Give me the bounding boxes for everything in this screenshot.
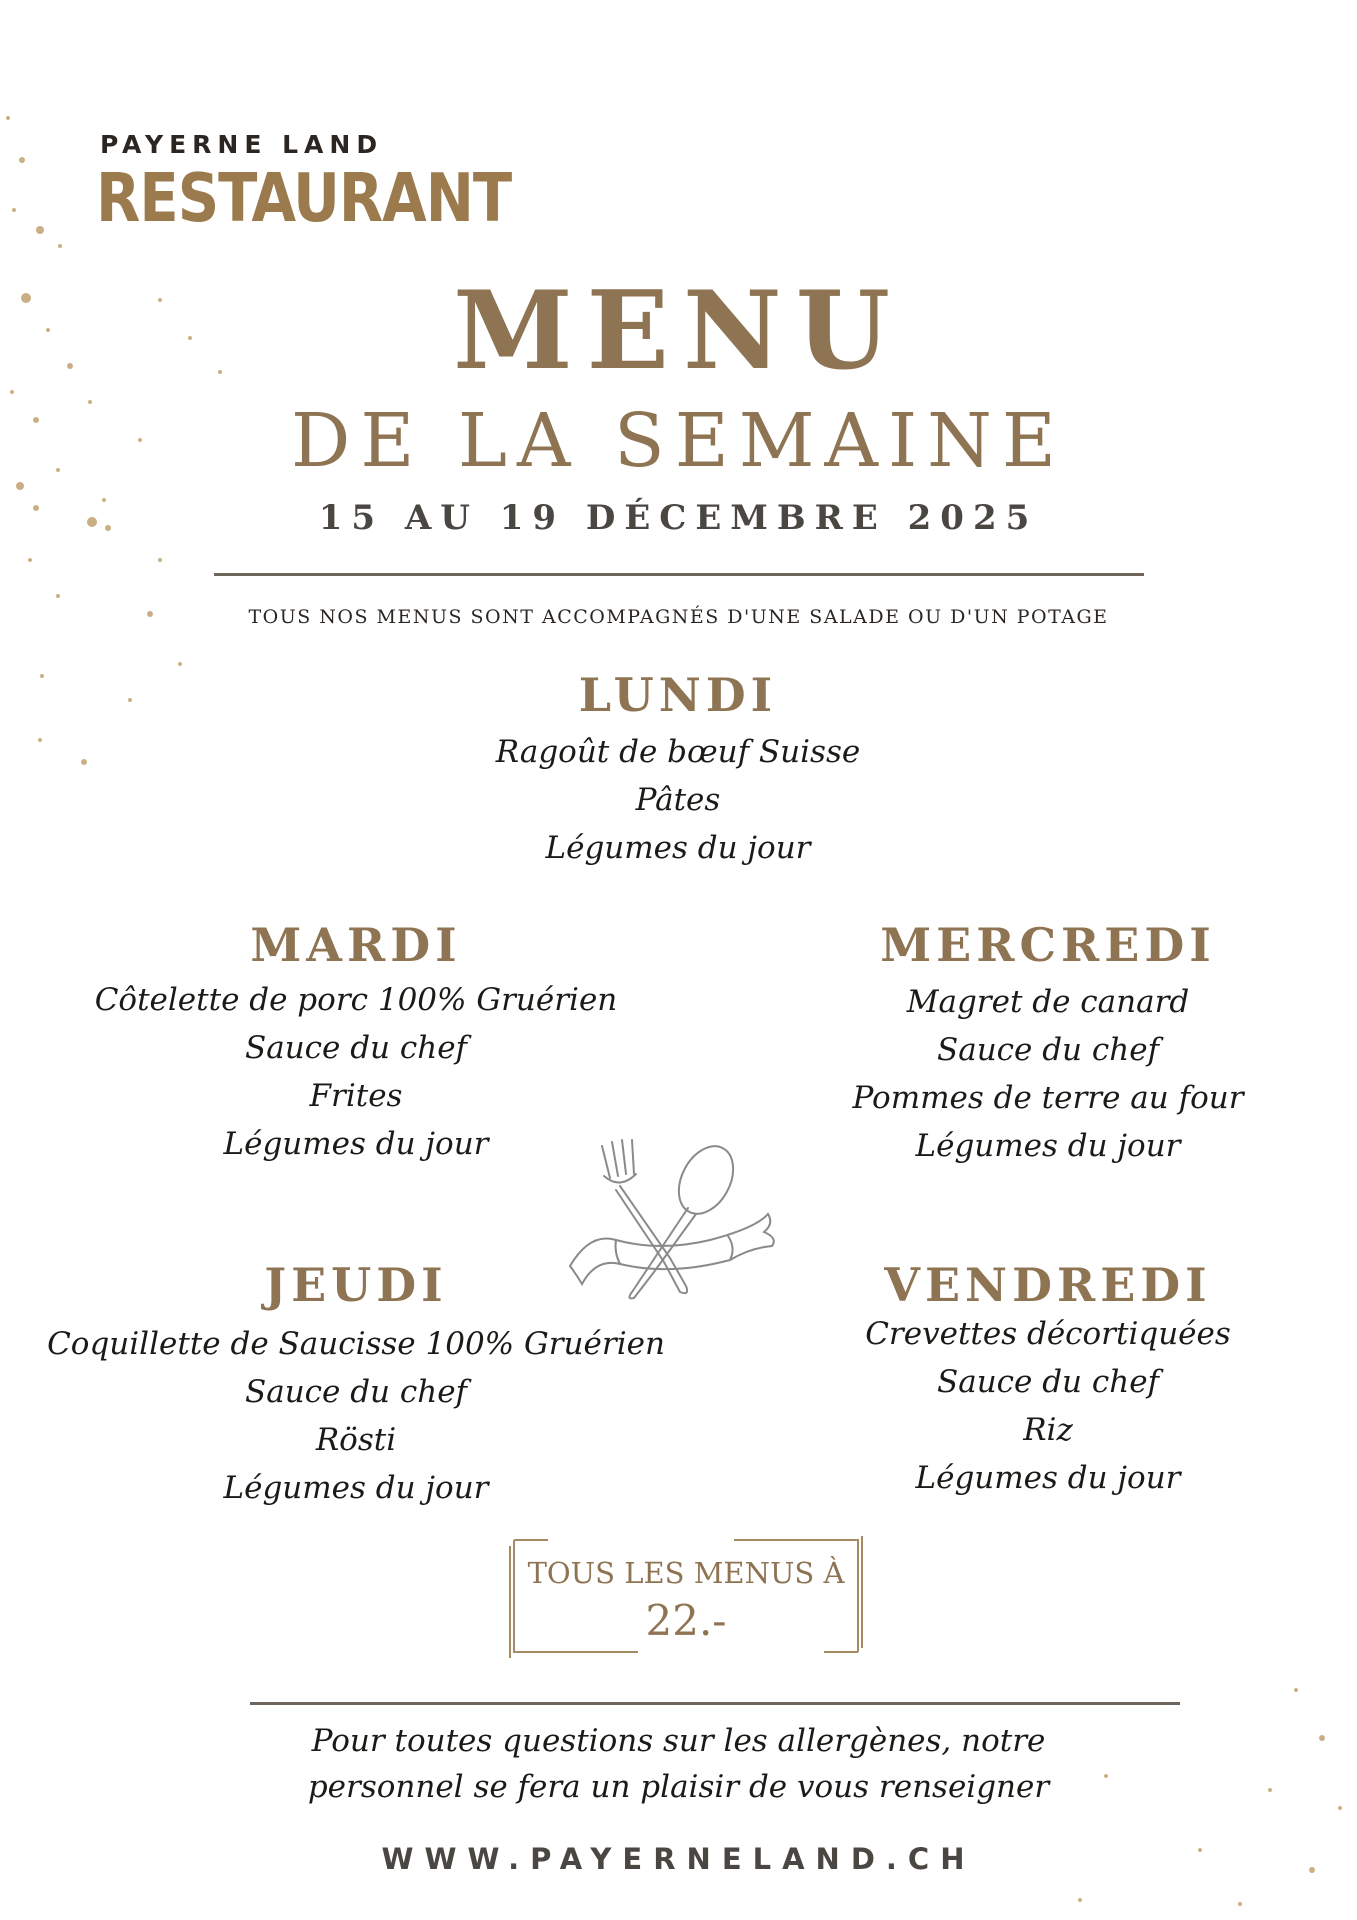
price-box <box>508 1536 864 1658</box>
brand-logo-restaurant: RESTAURANT <box>96 160 512 238</box>
dish-list-jeudi <box>36 1320 676 1512</box>
dish-item: Magret de canard <box>906 984 1190 1020</box>
dish-item: Riz <box>1023 1412 1073 1448</box>
dish-list-vendredi <box>848 1310 1248 1502</box>
day-heading-vendredi: VENDREDI <box>884 1258 1212 1312</box>
dish-item: Sauce du chef <box>244 1030 468 1066</box>
dish-list-lundi <box>428 728 928 872</box>
dish-item: Crevettes décortiquées <box>865 1316 1231 1352</box>
page-title: MENU <box>453 268 904 394</box>
dish-item: Sauce du chef <box>936 1364 1160 1400</box>
dish-item: Pâtes <box>635 782 721 818</box>
dish-item: Frites <box>309 1078 403 1114</box>
dish-item: Rösti <box>315 1422 397 1458</box>
price-value: 22.- <box>645 1596 727 1645</box>
website-url: WWW.PAYERNELAND.CH <box>381 1842 976 1876</box>
dish-item: Sauce du chef <box>244 1374 468 1410</box>
day-section-lundi <box>428 668 928 872</box>
accompaniment-note: TOUS NOS MENUS SONT ACCOMPAGNÉS D'UNE SALADE OU D'UN POTAGE <box>248 606 1109 628</box>
dish-item: Légumes du jour <box>545 830 811 866</box>
dish-item: Côtelette de porc 100% Gruérien <box>94 982 618 1018</box>
dish-list-mercredi <box>838 978 1258 1170</box>
allergen-line: personnel se fera un plaisir de vous renseigner <box>307 1769 1050 1805</box>
day-heading-mardi: MARDI <box>250 918 462 972</box>
day-section-vendredi <box>848 1258 1248 1502</box>
dish-item: Ragoût de bœuf Suisse <box>495 734 861 770</box>
allergen-line: Pour toutes questions sur les allergènes, notre <box>311 1723 1046 1759</box>
allergen-note <box>0 1718 1357 1810</box>
dish-item: Légumes du jour <box>915 1128 1181 1164</box>
page-subtitle: DE LA SEMAINE <box>291 398 1066 484</box>
bottom-divider <box>250 1702 1180 1705</box>
day-section-jeudi <box>36 1258 676 1512</box>
dish-item: Coquillette de Saucisse 100% Gruérien <box>47 1326 665 1362</box>
day-heading-jeudi: JEUDI <box>264 1258 448 1312</box>
dish-item: Légumes du jour <box>223 1126 489 1162</box>
dish-item: Légumes du jour <box>223 1470 489 1506</box>
top-divider <box>214 573 1144 576</box>
day-heading-mercredi: MERCREDI <box>880 918 1216 972</box>
day-heading-lundi: LUNDI <box>578 668 778 722</box>
price-label: TOUS LES MENUS À <box>527 1556 845 1590</box>
brand-name-top: PAYERNE LAND <box>100 130 384 159</box>
date-range: 15 AU 19 DÉCEMBRE 2025 <box>318 498 1039 538</box>
dish-item: Légumes du jour <box>915 1460 1181 1496</box>
day-section-mercredi <box>838 918 1258 1170</box>
day-section-mardi <box>76 918 636 1168</box>
dish-list-mardi <box>76 976 636 1168</box>
dish-item: Sauce du chef <box>936 1032 1160 1068</box>
dish-item: Pommes de terre au four <box>852 1080 1244 1116</box>
